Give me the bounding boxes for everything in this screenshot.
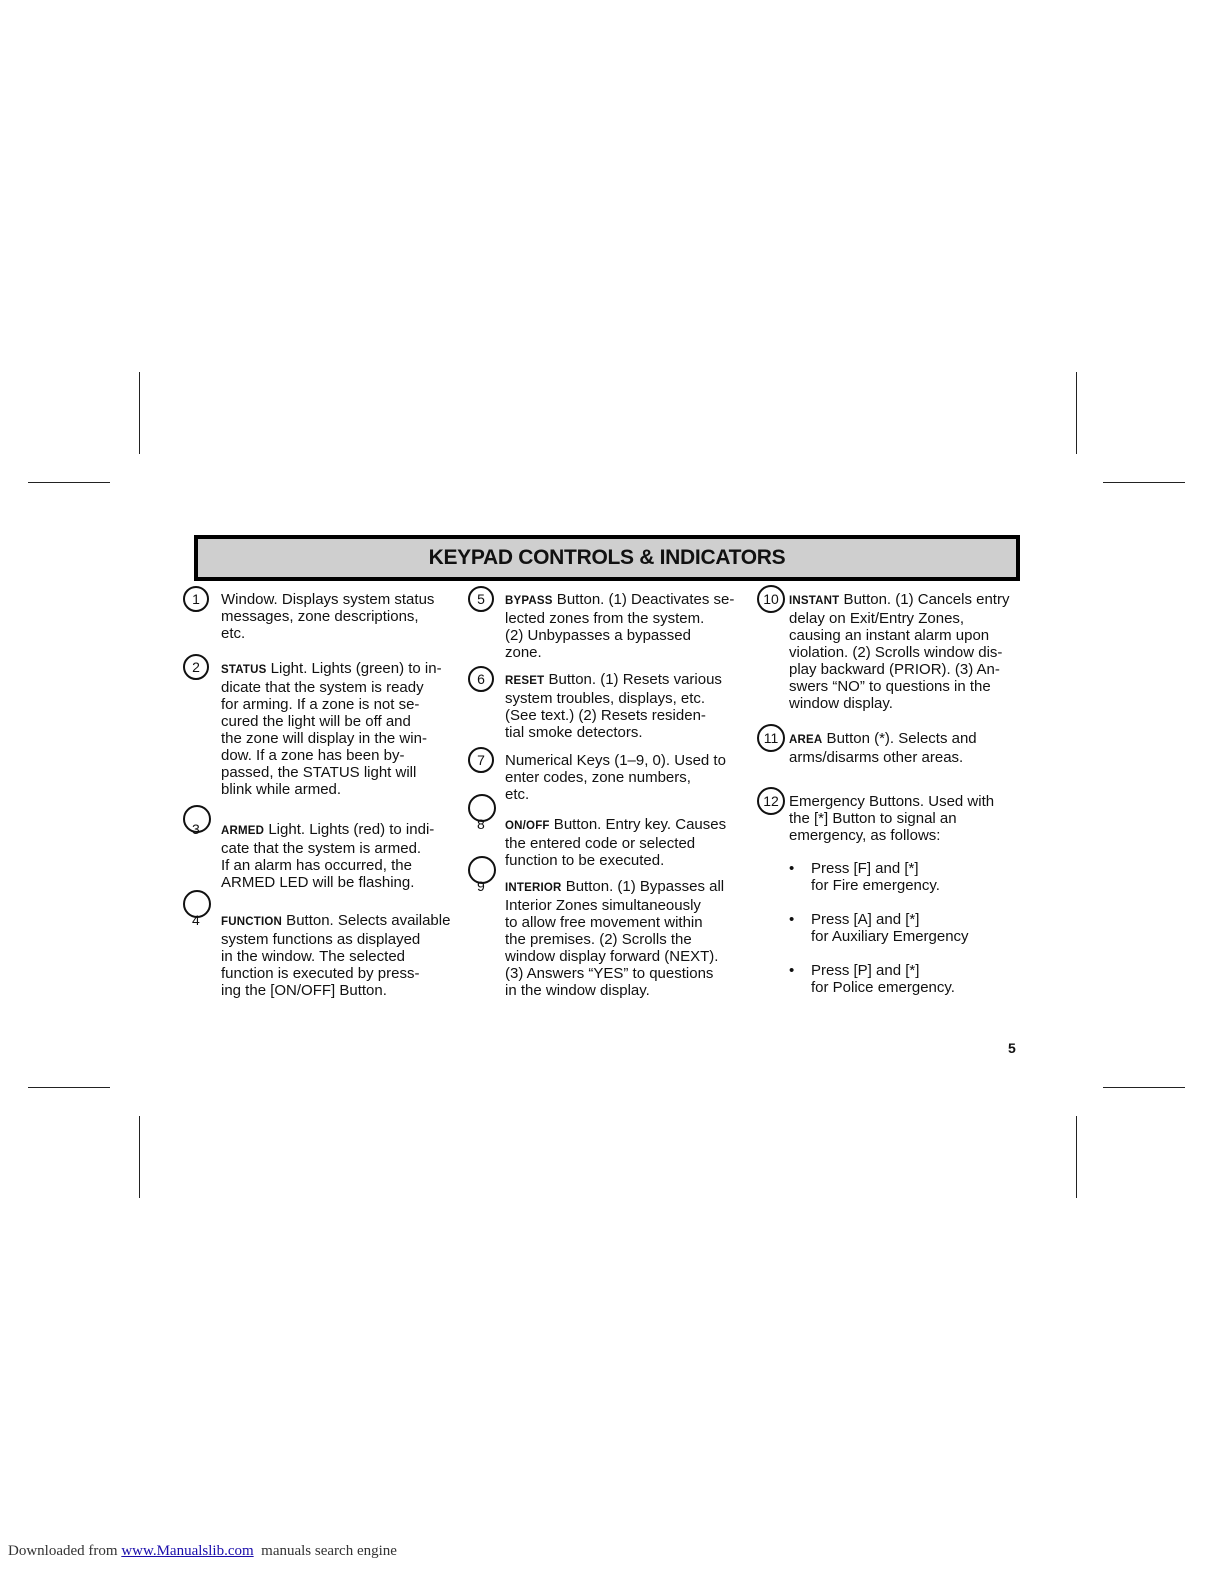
item-emergency-buttons: Emergency Buttons. Used with the [*] Button to signal an emergency, as follows:: [789, 793, 995, 844]
item-window: Window. Displays system status messages, zone descriptions, etc.: [221, 591, 435, 642]
item-number-badge: 1: [183, 586, 209, 612]
crop-mark: [1076, 1116, 1077, 1198]
item-number: 9: [477, 878, 485, 894]
item-instant-button: INSTANT Button. (1) Cancels entry delay on Exit/Entry Zones, causing an instant alarm upon violation. (2) Scrolls window dis- play backward (PRIOR). (3) An- swers “NO” to questions in the window display.: [789, 591, 1010, 712]
page-number: 5: [1008, 1040, 1016, 1056]
item-number: 4: [192, 912, 200, 928]
item-function-button: FUNCTION Button. Selects available system functions as displayed in the window. The selected function is executed by press- ing the [ON/OFF] Button.: [221, 912, 451, 999]
item-bypass-button: BYPASS Button. (1) Deactivates se- lected zones from the system. (2) Unbypasses a bypassed zone.: [505, 591, 735, 661]
item-number: 8: [477, 816, 485, 832]
item-area-button: AREA Button (*). Selects and arms/disarms other areas.: [789, 730, 977, 766]
crop-mark: [1076, 372, 1077, 454]
crop-mark: [28, 1087, 110, 1088]
item-on-off-button: ON/OFF Button. Entry key. Causes the entered code or selected function to be executed.: [505, 816, 727, 869]
item-armed-light: ARMED Light. Lights (red) to indi- cate that the system is armed. If an alarm has occurred, the ARMED LED will be flashing.: [221, 821, 435, 891]
crop-mark: [1103, 482, 1185, 483]
manualslib-link[interactable]: www.Manualslib.com: [121, 1543, 254, 1559]
section-title-bar: [194, 535, 1020, 581]
item-numerical-keys: Numerical Keys (1–9, 0). Used to enter codes, zone numbers, etc.: [505, 752, 726, 803]
crop-mark: [139, 1116, 140, 1198]
item-number-badge: 2: [183, 654, 209, 680]
item-number-badge: 11: [757, 724, 785, 752]
crop-mark: [139, 372, 140, 454]
item-number-badge: 12: [757, 787, 785, 815]
page-title: KEYPAD CONTROLS & INDICATORS: [428, 546, 786, 569]
item-number-badge: 5: [468, 586, 494, 612]
item-number-badge: 6: [468, 666, 494, 692]
item-reset-button: RESET Button. (1) Resets various system troubles, displays, etc. (See text.) (2) Resets residen- tial smoke detectors.: [505, 671, 722, 741]
item-number: 3: [192, 821, 200, 837]
crop-mark: [28, 482, 110, 483]
crop-mark: [1103, 1087, 1185, 1088]
download-footer: Downloaded from www.Manualslib.com manuals search engine: [8, 1543, 397, 1559]
item-status-light: STATUS Light. Lights (green) to in- dicate that the system is ready for arming. If a zone is not se- cured the light will be off and the zone will display in the win- dow. If a zone has been by- passed, the STATUS light will blink while armed.: [221, 660, 442, 798]
item-interior-button: INTERIOR Button. (1) Bypasses all Interior Zones simultaneously to allow free movement within the premises. (2) Scrolls the window display forward (NEXT). (3) Answers “YES” to questions in the window display.: [505, 878, 725, 999]
item-number-badge: 10: [757, 585, 785, 613]
item-number-badge: 7: [468, 747, 494, 773]
